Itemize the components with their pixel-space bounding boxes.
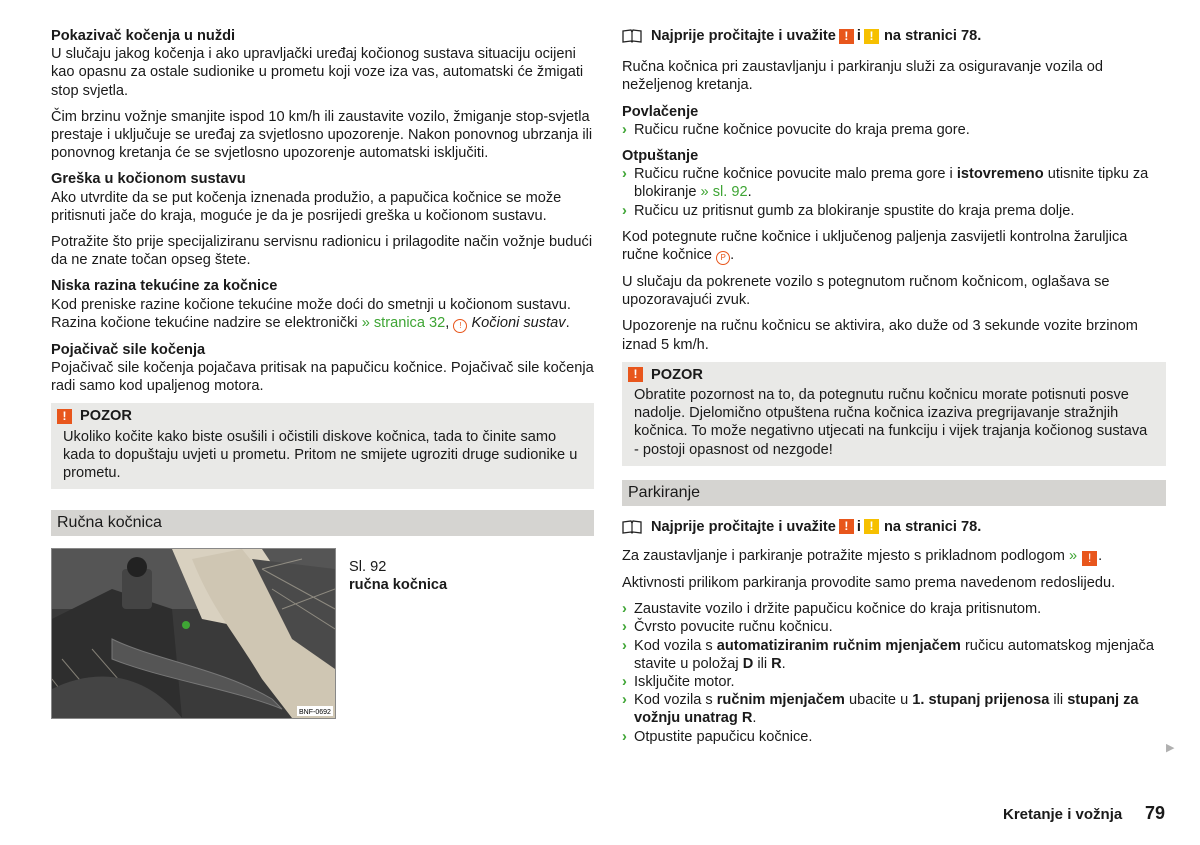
- warning-title: POZOR: [80, 408, 132, 425]
- parking-step-2-text: Čvrsto povucite ručnu kočnicu.: [634, 619, 833, 636]
- read-first-page-ref: na stranici 78.: [883, 28, 982, 44]
- pull-section: [622, 103, 1166, 139]
- footer-chapter-title: Kretanje i vožnja: [1003, 806, 1123, 823]
- release-step-1-bold: istovremeno: [956, 166, 1044, 183]
- release-section: [622, 147, 1166, 220]
- parking-step-6-text: Otpustite papučicu kočnice.: [634, 728, 813, 745]
- warning-header: [57, 407, 582, 425]
- page-number: 79: [1145, 803, 1166, 823]
- s5-bold1: ručnim mjenjačem: [716, 692, 845, 709]
- s3-r: R: [771, 655, 782, 672]
- booster-heading: Pojačivač sile kočenja: [51, 341, 206, 358]
- fluid-period: .: [565, 314, 570, 331]
- warning-title: POZOR: [651, 366, 703, 383]
- lamp-text: Kod potegnute ručne kočnice i uključenog paljenja zasvijetli kontrolna žaruljica ručne kočnice: [622, 228, 1128, 264]
- s3-b: ručicu automatskog mjenjača stavite u položaj: [634, 637, 1154, 672]
- fluid-comma: ,: [445, 314, 450, 331]
- warning-icon-red: !: [839, 29, 854, 44]
- booster-text: Pojačivač sile kočenja pojačava pritisak na papučicu kočnice. Pojačivač sile kočenja radi samo kod upaljenog motora.: [51, 360, 594, 395]
- lamp-paragraph: [622, 228, 1166, 265]
- parking-step-3-text: [634, 637, 1166, 673]
- figure-label: Sl. 92: [349, 559, 387, 576]
- handbrake-photo: [51, 548, 336, 719]
- figure-92: [51, 548, 594, 719]
- parking-step-5: [622, 691, 1166, 727]
- read-first-text: Najprije pročitajte i uvažite: [651, 518, 836, 535]
- chevron-right-icon: ›: [622, 728, 627, 745]
- parking-step-1-text: Zaustavite vozilo i držite papučicu kočnice do kraja pritisnutom.: [634, 601, 1042, 618]
- warning-box: [51, 403, 594, 489]
- fluid-page-link[interactable]: » stranica 32: [361, 314, 446, 331]
- s5-bold3: stupanj za vožnju unatrag R: [634, 692, 1139, 727]
- chevron-right-icon: ›: [622, 619, 627, 636]
- parking-link[interactable]: »: [1068, 548, 1078, 565]
- warning-icon: !: [57, 409, 72, 424]
- emergency-text: U slučaju jakog kočenja i ako upravljački uređaj kočionog sustava situaciju ocijeni kao opasnu za ostale sudionike u prometu koji voze iza vas, automatski će žmigati stop svjetla.: [51, 46, 584, 99]
- s5-b: ubacite u: [848, 692, 909, 709]
- parking-text: Za zaustavljanje i parkiranje potražite mjesto s prikladnom podlogom: [622, 548, 1065, 565]
- parking-steps: [622, 600, 1166, 746]
- fault-heading: Greška u kočionom sustavu: [51, 171, 246, 188]
- release-step-2: [622, 202, 1166, 220]
- right-column: [622, 27, 1166, 746]
- warning-header: [628, 366, 1154, 384]
- fluid-italic-ref: Kočioni sustav: [471, 314, 566, 331]
- speed-paragraph: Upozorenje na ručnu kočnicu se aktivira, ako duže od 3 sekunde vozite brzinom iznad 5 km/h.: [622, 318, 1138, 353]
- fluid-heading: Niska razina tekućine za kočnice: [51, 278, 278, 295]
- chevron-right-icon: ›: [622, 166, 627, 183]
- warning-icon: !: [628, 367, 643, 382]
- handbrake-illustration: [52, 549, 335, 718]
- handbrake-intro: Ručna kočnica pri zaustavljanju i parkiranju služi za osiguravanje vozila od neželjenog kretanja.: [622, 59, 1104, 94]
- fault-text: Ako utvrdite da se put kočenja iznenada produžio, a papučica kočnice se može pritisnuti jače do kraja, moguće je da je posrijedi greška u kočionom sustavu.: [51, 189, 562, 224]
- parking-step-5-text: [634, 691, 1166, 727]
- emergency-text-2: Čim brzinu vožnje smanjite ispod 10 km/h ili zaustavite vozilo, žmiganje stop-svjetla prestaje i uključuje se uređaj za svjetlosno upozorenje. Nakon ponovnog ubrzanja ili ponovnog kretanja će se svjetlosno upozorenje automatski isključiti.: [51, 108, 593, 162]
- figure-caption: ručna kočnica: [349, 577, 448, 594]
- s3-a: Kod vozila s: [634, 637, 713, 654]
- chevron-right-icon: ›: [622, 637, 627, 654]
- read-first-note: [622, 27, 1166, 45]
- s3-d: D: [742, 655, 754, 672]
- chevron-right-icon: ›: [622, 202, 627, 219]
- section-heading-parking: Parkiranje: [622, 480, 1166, 506]
- release-step-1-a: Ručicu ručne kočnice povucite malo prema gore i: [634, 166, 953, 183]
- chevron-right-icon: ›: [622, 674, 627, 691]
- warning-icon-red: !: [839, 519, 854, 534]
- warning-icon-yellow: !: [864, 519, 879, 534]
- s5-bold2: 1. stupanj prijenosa: [912, 692, 1050, 709]
- release-heading: Otpuštanje: [622, 148, 699, 165]
- read-first-text: Najprije pročitajte i uvažite: [651, 28, 836, 44]
- parking-step-2: [622, 618, 1166, 636]
- section-heading-handbrake: Ručna kočnica: [51, 510, 594, 536]
- s3-end: .: [781, 655, 786, 672]
- warning-icon-yellow: !: [864, 29, 879, 44]
- parking-step-6: [622, 728, 1166, 746]
- figure-link[interactable]: » sl. 92: [700, 184, 748, 201]
- emergency-heading: Pokazivač kočenja u nuždi: [51, 28, 236, 44]
- read-first-and: i: [856, 28, 861, 44]
- continue-arrow-icon: ▶: [1166, 742, 1175, 754]
- s5-a: Kod vozila s: [634, 692, 713, 709]
- release-step-1-b: utisnite tipku za blokiranje: [634, 166, 1149, 201]
- release-step-2-text: Ručicu uz pritisnut gumb za blokiranje spustite do kraja prema dolje.: [634, 202, 1075, 219]
- release-step-1-text: [634, 165, 1166, 201]
- warning-box-right: [622, 362, 1166, 466]
- book-icon: [622, 29, 642, 43]
- read-first-page-ref: na stranici 78.: [883, 518, 982, 535]
- read-first-note-2: [622, 518, 1166, 536]
- release-step-1: [622, 165, 1166, 201]
- driveoff-paragraph: U slučaju da pokrenete vozilo s potegnutom ručnom kočnicom, oglašava se upozoravajući zvuk.: [622, 274, 1110, 309]
- chevron-right-icon: ›: [622, 121, 627, 138]
- s5-end: .: [752, 710, 757, 727]
- image-code: BNF-0692: [299, 709, 331, 717]
- fault-section: [51, 170, 594, 225]
- s3-ili: ili: [757, 655, 768, 672]
- left-column: [51, 27, 594, 719]
- parking-step-4-text: Isključite motor.: [634, 674, 735, 691]
- parking-step-3: [622, 637, 1166, 673]
- s5-ili: ili: [1053, 692, 1064, 709]
- fluid-text: Kod preniske razine kočione tekućine može doći do smetnji u kočionom sustavu. Razina kočione tekućine nadzire se elektronički: [51, 296, 571, 331]
- s3-bold: automatiziranim ručnim mjenjačem: [716, 637, 961, 654]
- chevron-right-icon: ›: [622, 692, 627, 709]
- book-icon: [622, 520, 642, 534]
- parking-brake-lamp-icon: P: [716, 251, 730, 265]
- brake-warning-icon: !: [453, 319, 467, 333]
- release-step-1-c: .: [747, 184, 752, 201]
- warning-text: Ukoliko kočite kako biste osušili i očistili diskove kočnica, tada to činite samo kada to dopuštaju uvjeti u prometu. Pritom ne smijete ugroziti druge sudionike u prometu.: [63, 428, 578, 482]
- pull-heading: Povlačenje: [622, 103, 699, 120]
- pull-step-text: Ručicu ručne kočnice povucite do kraja prema gore.: [634, 121, 970, 138]
- fault-text-2: Potražite što prije specijaliziranu servisnu radionicu i prilagodite način vožnje budući da ne znate točan opseg štete.: [51, 234, 593, 269]
- parking-step-4: [622, 673, 1166, 691]
- emergency-section: [51, 27, 594, 100]
- chevron-right-icon: ›: [622, 601, 627, 618]
- booster-section: [51, 341, 594, 396]
- parking-step-1: [622, 600, 1166, 618]
- parking-end: .: [1098, 548, 1103, 565]
- figure-caption-block: [349, 558, 447, 719]
- lamp-end: .: [730, 247, 735, 264]
- fluid-section: [51, 277, 594, 332]
- parking-paragraph: [622, 547, 1166, 566]
- order-paragraph: Aktivnosti prilikom parkiranja provodite samo prema navedenom redoslijedu.: [622, 575, 1116, 592]
- read-first-and: i: [856, 518, 861, 535]
- warning-text: Obratite pozornost na to, da potegnutu ručnu kočnicu morate potisnuti posve nadolje. Djelomično otpuštena ručna kočnica izaziva pregrijavanje stražnjih kočnica. To može negativno utjecati na funkciju i vijek trajanja kočionog sustava - postoji opasnost od nezgode!: [634, 387, 1148, 458]
- pull-step: [622, 121, 1166, 139]
- warning-icon-red: !: [1082, 551, 1097, 566]
